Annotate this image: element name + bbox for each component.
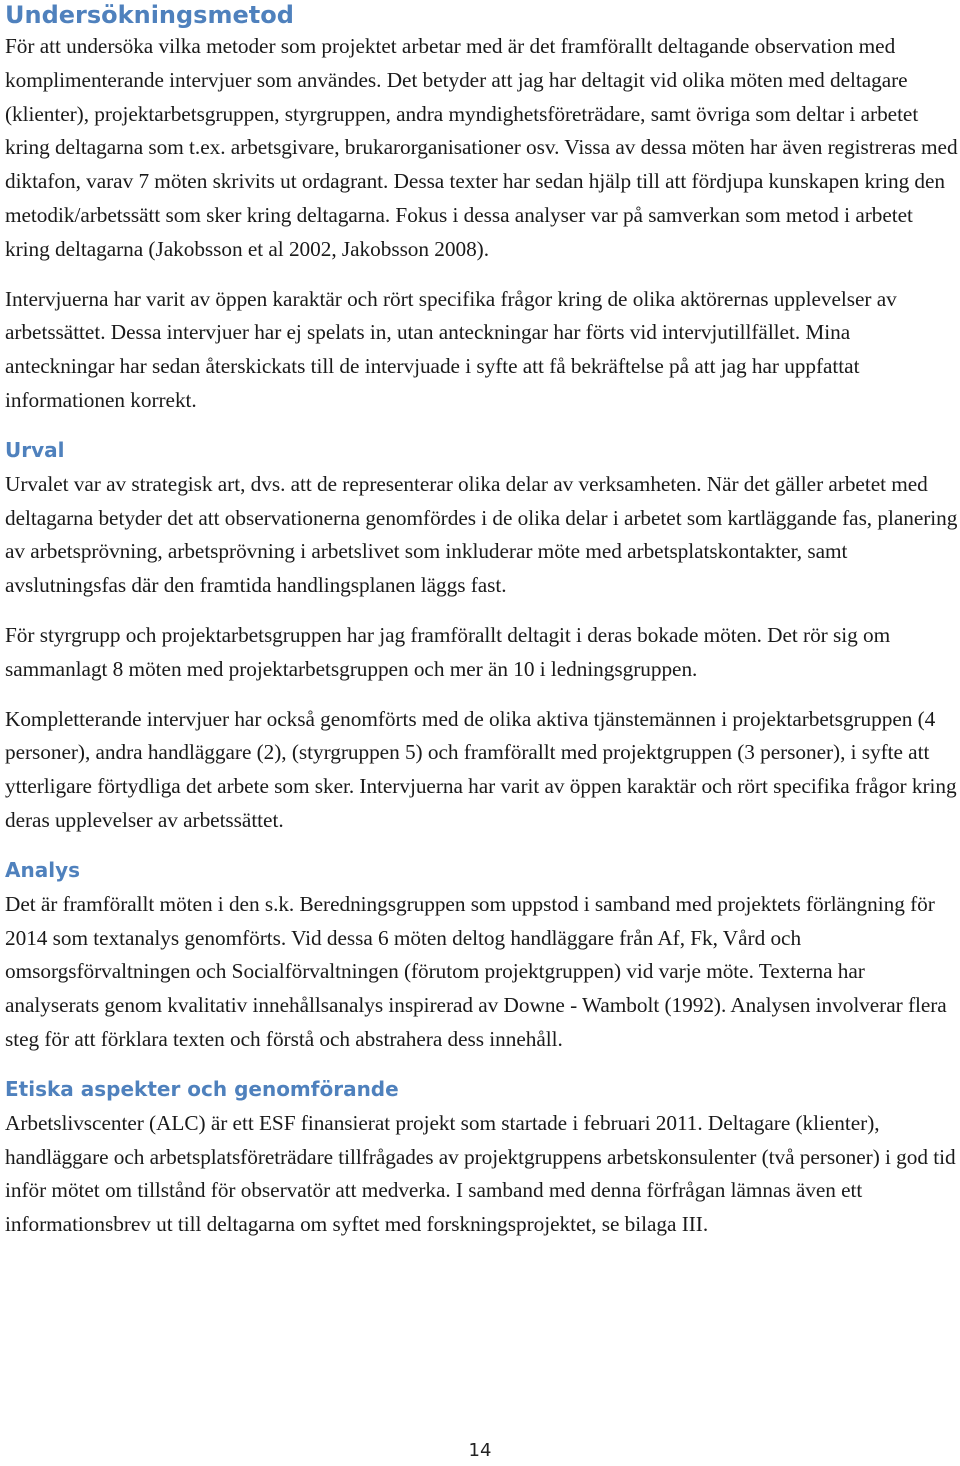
paragraph: Intervjuerna har varit av öppen karaktär och rört specifika frågor kring de olika aktörernas upplevelser av arbetssättet. Dessa intervjuer har ej spelats in, utan anteckningar har förts vid intervjutillfället. Mina anteckningar har sedan återskickats till de intervjuade i syfte att få bekräftelse på att jag har uppfattat informationen korrekt. <box>5 286 897 412</box>
paragraph: Kompletterande intervjuer har också genomförts med de olika aktiva tjänstemännen i projektarbetsgruppen (4 personer), andra handläggare (2), (styrgruppen 5) och framförallt med projektgruppen (3 personer), i syfte att ytterligare förtydliga det arbete som sker. Intervjuerna har varit av öppen karaktär och rört specifika frågor kring deras upplevelser av arbetssättet. <box>5 706 957 832</box>
heading-analys: Analys <box>5 857 81 882</box>
heading-urval: Urval <box>5 437 65 462</box>
paragraph: Det är framförallt möten i den s.k. Beredningsgruppen som uppstod i samband med projektets förlängning för 2014 som textanalys genomförts. Vid dessa 6 möten deltog handläggare från Af, Fk, Vård och omsorgsförvaltningen och Socialförvaltningen (förutom projektgruppen) vid varje möte. Texterna har analyserats genom kvalitativ innehållsanalys inspirerad av Downe - Wambolt (1992). Analysen involverar flera steg för att förklara texten och förstå och abstrahera dess innehåll. <box>5 891 947 1051</box>
paragraph: För styrgrupp och projektarbetsgruppen har jag framförallt deltagit i deras bokade möten. Det rör sig om sammanlagt 8 möten med projektarbetsgruppen och mer än 10 i ledningsgruppen. <box>5 622 891 681</box>
page-number: 14 <box>468 1440 492 1461</box>
paragraph: Arbetslivscenter (ALC) är ett ESF finansierat projekt som startade i februari 2011. Deltagare (klienter), handläggare och arbetsplatsföreträdare tillfrågades av projektgruppens arbetskonsulenter (två personer) i god tid inför mötet om tillstånd för observatör att medverka. I samband med denna förfrågan lämnas även ett informationsbrev ut till deltagarna om syftet med forskningsprojektet, se bilaga III. <box>5 1110 956 1237</box>
heading-undersokningsmetod: Undersökningsmetod <box>5 1 294 29</box>
heading-etiska-aspekter: Etiska aspekter och genomförande <box>5 1076 399 1101</box>
paragraph: För att undersöka vilka metoder som projektet arbetar med är det framförallt deltagande observation med komplimenterande intervjuer som användes. Det betyder att jag har deltagit vid olika möten med deltagare (klienter), projektarbetsgruppen, styrgruppen, andra myndighetsföreträdare, samt övriga som deltar i arbetet kring deltagarna som t.ex. arbetsgivare, brukarorganisationer osv. Vissa av dessa möten har även registreras med diktafon, varav 7 möten skrivits ut ordagrant. Dessa texter har sedan hjälp till att fördjupa kunskapen kring den metodik/arbetssätt som sker kring deltagarna. Fokus i dessa analyser var på samverkan som metod i arbetet kring deltagarna (Jakobsson et al 2002, Jakobsson 2008). <box>5 34 958 261</box>
paragraph: Urvalet var av strategisk art, dvs. att de representerar olika delar av verksamheten. När det gäller arbetet med deltagarna betyder det att observationerna genomfördes i de olika delar i arbetet som kartläggande fas, planering av arbetsprövning, arbetsprövning i arbetslivet som inkluderar möte med arbetsplatskontakter, samt avslutningsfas där den framtida handlingsplanen läggs fast. <box>5 471 958 598</box>
